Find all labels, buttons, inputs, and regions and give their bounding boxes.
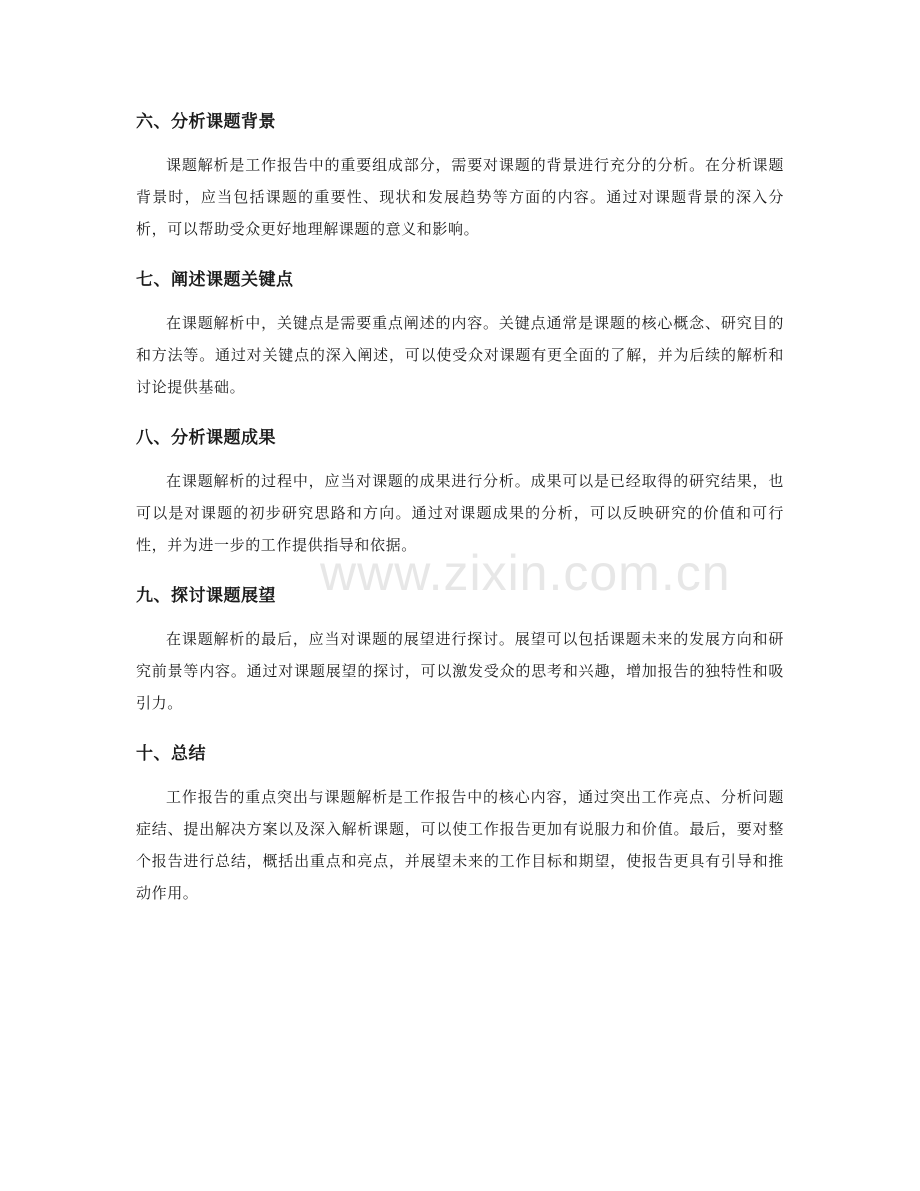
section-heading: 六、分析课题背景 (136, 112, 276, 132)
watermark-text: www.zixin.com.cn (320, 545, 731, 601)
section-paragraph: 在课题解析中，关键点是需要重点阐述的内容。关键点通常是课题的核心概念、研究目的和方法等。通过对关键点的深入阐述，可以使受众对课题有更全面的了解，并为后续的解析和讨论提供基础。 (136, 314, 784, 396)
section-paragraph: 在课题解析的最后，应当对课题的展望进行探讨。展望可以包括课题未来的发展方向和研究前景等内容。通过对课题展望的探讨，可以激发受众的思考和兴趣，增加报告的独特性和吸引力。 (136, 630, 784, 712)
section-paragraph: 在课题解析的过程中，应当对课题的成果进行分析。成果可以是已经取得的研究结果，也可以是对课题的初步研究思路和方向。通过对课题成果的分析，可以反映研究的价值和可行性，并为进一步的工作提供指导和依据。 (136, 472, 784, 554)
section-paragraph: 课题解析是工作报告中的重要组成部分，需要对课题的背景进行充分的分析。在分析课题背景时，应当包括课题的重要性、现状和发展趋势等方面的内容。通过对课题背景的深入分析，可以帮助受众更好地理解课题的意义和影响。 (136, 156, 784, 238)
section-9 (136, 580, 784, 719)
section-paragraph: 工作报告的重点突出与课题解析是工作报告中的核心内容，通过突出工作亮点、分析问题症结、提出解决方案以及深入解析课题，可以使工作报告更加有说服力和价值。最后，要对整个报告进行总结，概括出重点和亮点，并展望未来的工作目标和期望，使报告更具有引导和推动作用。 (136, 788, 784, 902)
document-content (136, 106, 784, 928)
section-6 (136, 106, 784, 245)
section-10 (136, 738, 784, 909)
section-heading: 十、总结 (136, 744, 206, 764)
section-heading: 八、分析课题成果 (136, 428, 276, 448)
section-heading: 九、探讨课题展望 (136, 586, 276, 606)
section-8 (136, 422, 784, 561)
section-7 (136, 264, 784, 403)
section-heading: 七、阐述课题关键点 (136, 270, 294, 290)
